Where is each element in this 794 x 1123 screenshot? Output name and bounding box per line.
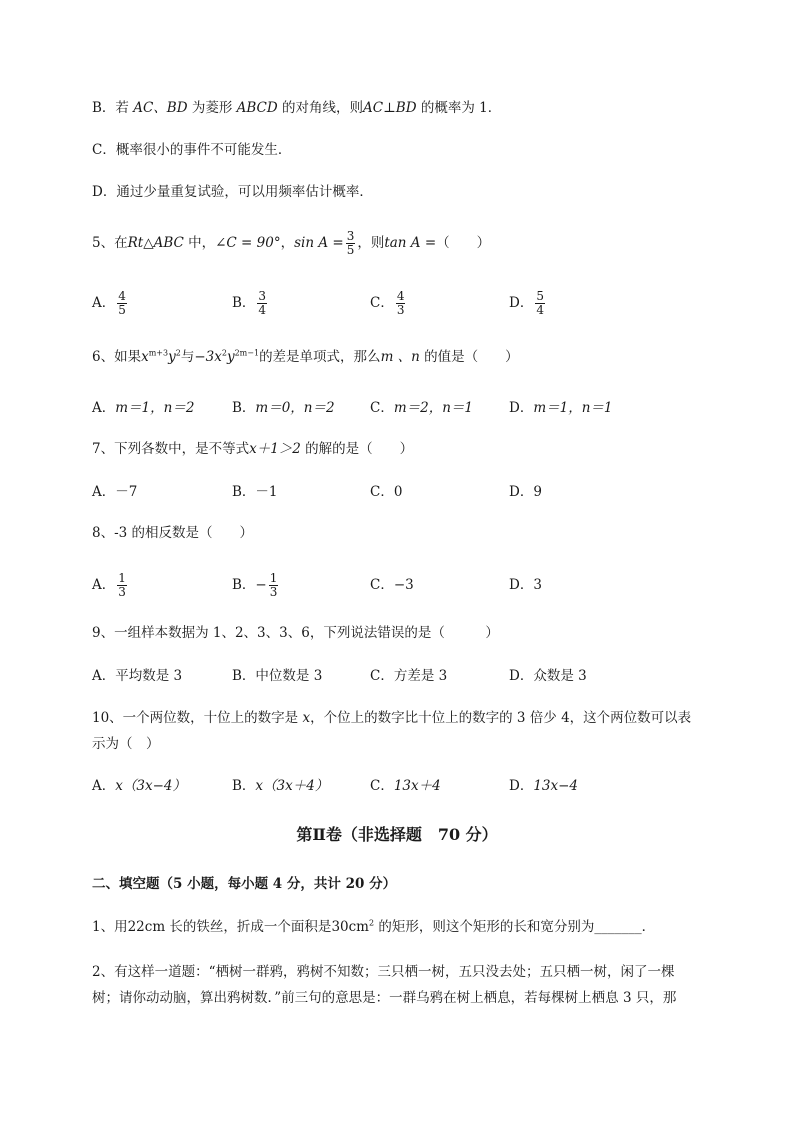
question-10-line-1: 10、一个两位数，十位上的数字是 x，个位上的数字比十位上的数字的 3 倍少 4，这个两位数可以表	[92, 710, 692, 726]
q8-option-b[interactable]: B．− $\frac{1}{3}$	[232, 571, 278, 599]
q5-option-d[interactable]: D． $\frac{5}{4}$	[509, 289, 544, 317]
q8-option-c[interactable]: C．−3	[370, 577, 414, 593]
q10-option-c[interactable]: C．13x＋4	[370, 778, 441, 794]
q5-option-a[interactable]: A． $\frac{4}{5}$	[92, 289, 126, 317]
option-c-statement: C．概率很小的事件不可能发生．	[92, 142, 292, 158]
sin-fraction: $\frac{3}{5}$	[346, 229, 355, 257]
section-2-title: 第Ⅱ卷（非选择题 70 分）	[296, 825, 498, 844]
q6-option-b[interactable]: B．m＝0，n＝2	[232, 400, 335, 416]
question-5: 5、在Rt△ABC 中，∠C = 90°，sin A = $\frac{3}{5}$ ，则tan A =（ ）	[92, 229, 491, 257]
q10-option-b[interactable]: B．x（3x＋4）	[232, 778, 329, 794]
q9-option-b[interactable]: B．中位数是 3	[232, 668, 323, 684]
question-7: 7、下列各数中，是不等式x＋1＞2 的解的是（ ）	[92, 441, 414, 457]
option-b-statement: B．若 AC、BD 为菱形 ABCD 的对角线，则AC⊥BD 的概率为 1．	[92, 100, 502, 116]
q10-option-d[interactable]: D．13x−4	[509, 778, 579, 794]
fill-in-part-title: 二、填空题（5 小题，每小题 4 分，共计 20 分）	[92, 876, 397, 892]
q5-option-b[interactable]: B． $\frac{3}{4}$	[232, 289, 267, 317]
option-d-statement: D．通过少量重复试验，可以用频率估计概率．	[92, 184, 373, 200]
q9-option-c[interactable]: C．方差是 3	[370, 668, 448, 684]
q9-option-a[interactable]: A．平均数是 3	[92, 668, 183, 684]
q6-option-a[interactable]: A．m＝1，n＝2	[92, 400, 195, 416]
question-10-line-2: 示为（ ）	[92, 736, 160, 752]
q7-option-d[interactable]: D．9	[509, 484, 542, 500]
q9-option-d[interactable]: D．众数是 3	[509, 668, 587, 684]
fill-question-2-line-1: 2、有这样一道题：“栖树一群鸦，鸦树不知数；三只栖一树，五只没去处；五只栖一树，闲了一棵	[92, 964, 675, 980]
q8-option-d[interactable]: D．3	[509, 577, 542, 593]
fill-question-1: 1、用22cm 长的铁丝，折成一个面积是$30cm^2$ 的矩形，则这个矩形的长和宽分别为_______．	[92, 918, 656, 935]
q7-option-a[interactable]: A．－7	[92, 484, 138, 500]
question-8: 8、-3 的相反数是（ ）	[92, 525, 254, 541]
q5-option-c[interactable]: C． $\frac{4}{3}$	[370, 289, 405, 317]
q10-option-a[interactable]: A．x（3x−4）	[92, 778, 186, 794]
question-6: 6、如果$x^{m+3}y^2$与$-3x^2y^{2m-1}$的差是单项式，那么m 、n 的值是（ ）	[92, 348, 519, 365]
q7-option-c[interactable]: C．0	[370, 484, 403, 500]
q6-option-d[interactable]: D．m＝1，n＝1	[509, 400, 613, 416]
q7-option-b[interactable]: B．－1	[232, 484, 278, 500]
q6-option-c[interactable]: C．m＝2，n＝1	[370, 400, 474, 416]
q8-option-a[interactable]: A． $\frac{1}{3}$	[92, 571, 126, 599]
fill-question-2-line-2: 树；请你动动脑，算出鸦树数．”前三句的意思是：一群乌鸦在树上栖息，若每棵树上栖息 3 只，那	[92, 990, 677, 1006]
question-9: 9、一组样本数据为 1、2、3、3、6，下列说法错误的是（ ）	[92, 625, 499, 641]
